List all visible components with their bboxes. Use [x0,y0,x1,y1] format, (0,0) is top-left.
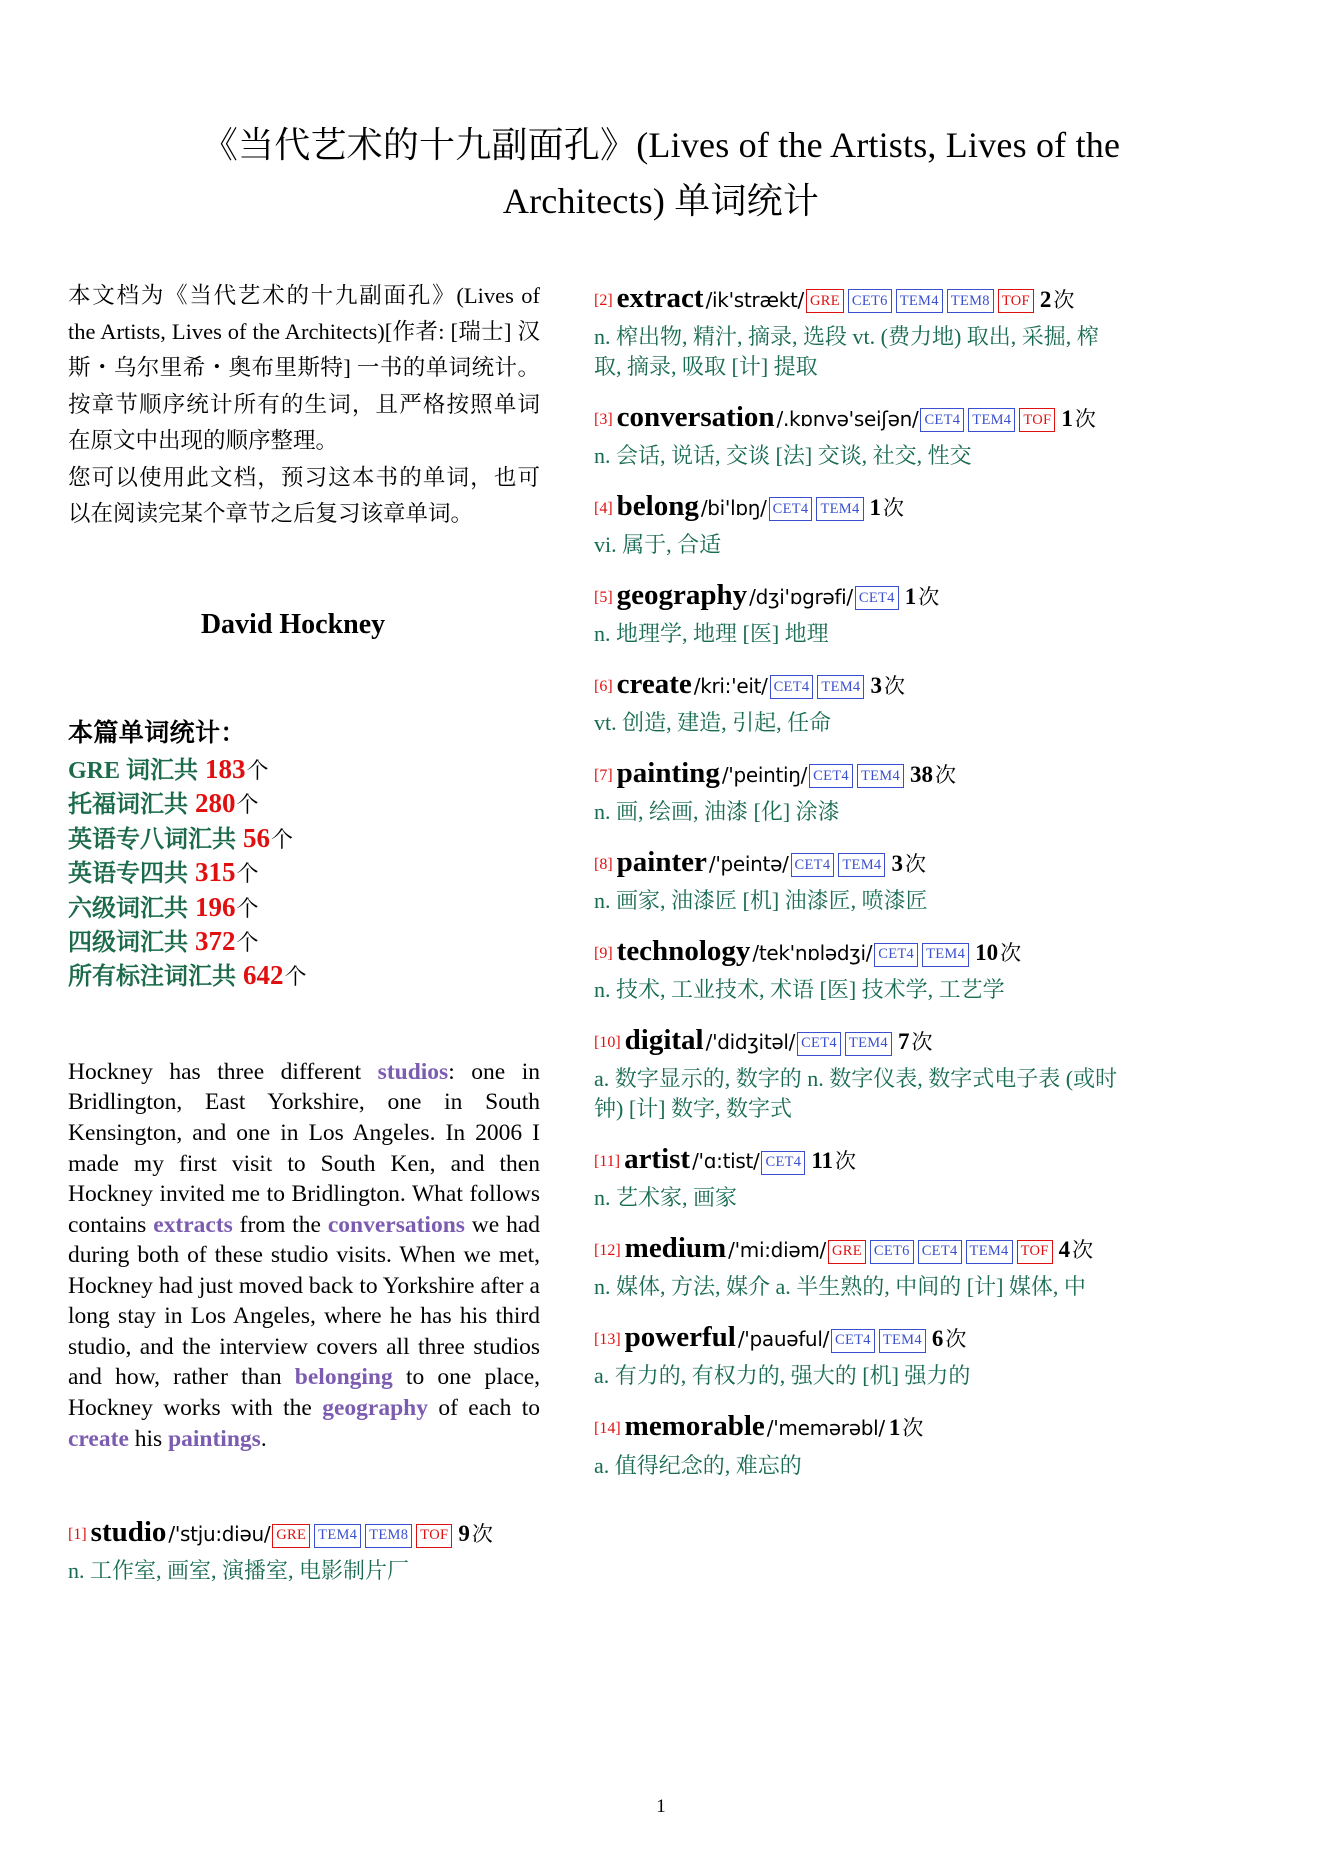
entry-word[interactable]: geography [616,578,748,611]
occurrence-count-unit: 次 [904,851,926,876]
intro-paragraph-2: 您可以使用此文档，预习这本书的单词，也可以在阅读完某个章节之后复习该章单词。 [68,464,540,527]
left-entry-list [68,1512,540,1586]
occurrence-count: 10 [975,940,999,966]
vocabulary-tag: CET6 [870,1240,914,1264]
word-entry-header [594,1406,1124,1447]
word-entry-header [68,1512,540,1553]
entry-phonetic: /tek'nɒlədʒi/ [752,941,873,966]
vocabulary-tag: TEM4 [838,853,885,877]
vocabulary-tag: CET4 [831,1329,875,1353]
entry-phonetic: /'pauəful/ [737,1327,830,1352]
entry-index: [14] [594,1420,621,1438]
occurrence-count-unit: 次 [1074,406,1096,431]
vocabulary-tag: CET4 [809,764,853,788]
word-entry-header [594,575,1124,616]
vocabulary-tag: CET4 [770,675,814,699]
entry-index: [13] [594,1331,621,1349]
word-entry [594,1406,1124,1480]
entry-word[interactable]: create [616,667,692,700]
word-entry [594,931,1124,1005]
word-entry-list [594,278,1124,1496]
vocabulary-tag: TEM4 [816,497,863,521]
word-entry [594,1228,1124,1302]
chapter-title: David Hockney [200,608,386,640]
occurrence-count: 1 [869,494,882,520]
occurrence-count: 4 [1058,1237,1071,1263]
statistics-value: 196 [195,891,236,922]
statistics-heading: 本篇单词统计： [68,719,246,747]
entry-word[interactable]: powerful [624,1321,736,1354]
entry-phonetic: /dʒi'ɒgrəfi/ [749,584,853,609]
word-entry-header [594,1228,1124,1269]
word-entry [594,664,1124,738]
vocabulary-tag: TEM4 [314,1524,361,1548]
vocabulary-tag: TOF [1019,408,1055,432]
occurrence-count: 9 [458,1521,470,1547]
entry-phonetic: /'ɑ:tist/ [692,1149,760,1174]
statistics-value: 372 [195,926,236,956]
narrative-text: Hockney has three different [68,1058,378,1085]
statistics-label: 英语专八词汇共 [68,826,242,853]
entry-word[interactable]: memorable [624,1410,765,1443]
word-entry-header [594,842,1124,883]
entry-definition: vi. 属于, 合适 [594,531,722,557]
word-entry-header [594,931,1124,972]
entry-phonetic: /.kɒnvə'seiʃən/ [776,406,919,431]
statistics-block [68,713,540,993]
entry-word[interactable]: belong [616,489,699,522]
narrative-text: : one in Bridlington, East Yorkshire, one in South Kensington, and one in Los Angeles. In 2006 I made my first visit to South Ken, and then Hockney invited me to Bridlington. What follows contains [68,1058,540,1238]
word-entry [594,842,1124,916]
two-column-layout [0,278,1322,1602]
statistics-line [68,821,540,855]
entry-index: [8] [594,855,613,873]
occurrence-count-unit: 次 [471,1522,493,1547]
vocabulary-tag: CET4 [874,943,918,967]
vocabulary-tag: TEM4 [896,289,943,313]
vocabulary-tag: GRE [806,289,844,313]
entry-phonetic: /'peintiŋ/ [721,762,808,787]
statistics-unit: 个 [236,895,259,921]
narrative-paragraph [68,1057,540,1454]
narrative-text: . [260,1425,267,1452]
statistics-label: 所有标注词汇共 [68,964,242,991]
vocabulary-tag: CET4 [797,1032,841,1056]
entry-definition: n. 画, 绘画, 油漆 [化] 涂漆 [594,799,840,825]
entry-word[interactable]: technology [616,935,751,968]
vocabulary-tag: TEM8 [947,289,994,313]
entry-word[interactable]: painting [616,756,720,789]
intro-paragraph-1: 本文档为《当代艺术的十九副面孔》(Lives of the Artists, Lives of the Architects)[作者: [瑞士] 汉斯・乌尔里希・奥布里斯特] 一书的单词统计。按章节顺序统计所有的生词，且严格按照单词在原文中出现的顺序整理。 [68,282,540,454]
entry-word[interactable]: conversation [616,400,775,433]
entry-definition: n. 画家, 油漆匠 [机] 油漆匠, 喷漆匠 [594,888,928,914]
narrative-text: from the [232,1211,328,1238]
statistics-label: 托福词汇共 [68,792,194,819]
entry-index: [9] [594,945,613,963]
vocabulary-tag: TEM4 [879,1329,926,1353]
entry-index: [6] [594,677,613,695]
occurrence-count: 1 [904,583,917,609]
narrative-text: we had during both of these studio visits. When we met, Hockney had just moved back to Yorkshire after a long stay in Los Angeles, where he has his third studio, and the interview covers all three studios and how, rather than [68,1211,540,1391]
word-entry [594,278,1124,382]
entry-index: [11] [594,1153,621,1171]
entry-index: [10] [594,1034,621,1052]
statistics-line [68,786,540,820]
statistics-line [68,958,540,992]
vocabulary-tag: TEM4 [968,408,1015,432]
highlighted-word[interactable]: belonging [294,1364,393,1391]
occurrence-count-unit: 次 [1053,287,1075,312]
entry-phonetic: /'didʒitəl/ [705,1030,796,1055]
occurrence-count-unit: 次 [902,1416,924,1441]
occurrence-count-unit: 次 [945,1327,967,1352]
entry-definition: n. 榨出物, 精汁, 摘录, 选段 vt. (费力地) 取出, 采掘, 榨取, 摘录, 吸取 [计] 提取 [594,323,1099,379]
occurrence-count: 2 [1039,286,1052,312]
word-entry [594,1139,1124,1213]
occurrence-count: 38 [910,761,934,787]
statistics-unit: 个 [271,826,294,852]
statistics-label: GRE 词汇共 [68,757,205,784]
statistics-value: 315 [195,857,236,888]
vocabulary-tag: CET6 [848,289,892,313]
narrative-text: of each to [428,1394,541,1421]
word-entry [594,397,1124,471]
occurrence-count-unit: 次 [911,1030,933,1055]
vocabulary-tag: CET4 [791,853,835,877]
occurrence-count-unit: 次 [883,673,905,698]
highlighted-word[interactable]: conversations [327,1211,465,1238]
vocabulary-tag: TEM4 [817,675,864,699]
occurrence-count-unit: 次 [1072,1238,1094,1263]
entry-word[interactable]: studio [90,1516,167,1549]
word-entry [594,575,1124,649]
entry-definition: a. 值得纪念的, 难忘的 [594,1452,802,1478]
entry-definition: n. 地理学, 地理 [医] 地理 [594,620,829,646]
vocabulary-tag: CET4 [769,497,813,521]
vocabulary-tag: CET4 [920,408,964,432]
narrative-text: to one place, Hockney works with the [68,1364,540,1421]
occurrence-count-unit: 次 [935,762,957,787]
occurrence-count: 7 [897,1029,910,1055]
occurrence-count-unit: 次 [1000,941,1022,966]
statistics-label: 英语专四共 [68,861,194,888]
statistics-value: 280 [195,788,236,819]
entry-index: [7] [594,766,613,784]
word-entry-header [594,1139,1124,1180]
entry-phonetic: /'mi:diəm/ [728,1238,826,1263]
occurrence-count: 6 [931,1326,944,1352]
entry-index: [4] [594,499,613,517]
word-entry-header [594,753,1124,794]
vocabulary-tag: TOF [416,1524,452,1548]
statistics-unit: 个 [236,930,259,955]
highlighted-word[interactable]: geography [322,1394,428,1421]
occurrence-count: 3 [870,672,882,698]
occurrence-count-unit: 次 [883,495,905,520]
entry-index: [3] [594,410,613,428]
word-entry [594,753,1124,827]
vocabulary-tag: TOF [1017,1240,1053,1264]
vocabulary-tag: TOF [998,289,1034,313]
vocabulary-tag: TEM4 [922,943,969,967]
entry-definition: n. 技术, 工业技术, 术语 [医] 技术学, 工艺学 [594,977,1005,1003]
statistics-unit: 个 [236,792,259,818]
occurrence-count: 1 [888,1415,901,1441]
word-entry-header [594,486,1124,527]
statistics-label: 四级词汇共 [68,930,194,956]
occurrence-count: 3 [891,850,903,876]
entry-definition: n. 媒体, 方法, 媒介 a. 半生熟的, 中间的 [计] 媒体, 中 [594,1274,1086,1300]
word-entry-header [594,278,1124,319]
entry-phonetic: /'memərəbl/ [766,1416,885,1441]
vocabulary-tag: TEM4 [966,1240,1013,1264]
entry-definition: n. 工作室, 画室, 演播室, 电影制片厂 [68,1558,410,1584]
entry-phonetic: /bi'lɒŋ/ [700,495,767,520]
word-entry-header [594,1317,1124,1358]
vocabulary-tag: CET4 [918,1240,962,1264]
word-entry-header [594,397,1124,438]
statistics-line [68,924,540,958]
word-entry-header [594,664,1124,705]
word-entry [68,1512,540,1586]
statistics-line [68,752,540,786]
occurrence-count-unit: 次 [835,1149,857,1174]
entry-word[interactable]: painter [616,845,707,878]
statistics-unit: 个 [236,861,259,887]
page-number: 1 [656,1796,666,1817]
statistics-value: 56 [243,822,270,853]
entry-definition: n. 艺术家, 画家 [594,1185,738,1211]
vocabulary-tag: CET4 [761,1151,805,1175]
statistics-unit: 个 [284,964,307,990]
word-entry [594,1317,1124,1391]
statistics-list [68,752,540,993]
entry-definition: a. 数字显示的, 数字的 n. 数字仪表, 数字式电子表 (或时钟) [计] 数字, 数字式 [594,1066,1118,1122]
entry-definition: vt. 创造, 建造, 引起, 任命 [594,709,832,735]
entry-word[interactable]: digital [624,1024,704,1057]
word-entry [594,1020,1124,1124]
vocabulary-tag: GRE [828,1240,866,1264]
left-column [68,278,540,1602]
entry-index: [2] [594,291,613,309]
entry-word[interactable]: medium [624,1232,727,1265]
entry-phonetic: /kri:'eit/ [693,673,768,698]
highlighted-word[interactable]: paintings [168,1425,261,1452]
page-title: 《当代艺术的十九副面孔》(Lives of the Artists, Lives of the Architects) 单词统计 [201,125,1121,221]
entry-index: [1] [68,1526,87,1544]
vocabulary-tag: GRE [272,1524,310,1548]
entry-index: [12] [594,1242,621,1260]
entry-index: [5] [594,588,613,606]
highlighted-word[interactable]: create [68,1425,129,1452]
entry-word[interactable]: artist [624,1143,691,1176]
statistics-value: 183 [205,753,246,784]
vocabulary-tag: CET4 [855,586,899,610]
entry-definition: a. 有力的, 有权力的, 强大的 [机] 强力的 [594,1363,971,1389]
statistics-value: 642 [243,960,284,991]
entry-phonetic: /ik'strækt/ [705,287,804,312]
highlighted-word[interactable]: extracts [153,1211,233,1238]
entry-phonetic: /'stju:diəu/ [168,1522,271,1547]
vocabulary-tag: TEM4 [845,1032,892,1056]
occurrence-count-unit: 次 [918,584,940,609]
occurrence-count: 11 [811,1148,834,1174]
word-entry [594,486,1124,560]
narrative-text: his [128,1425,169,1452]
occurrence-count: 1 [1061,405,1073,431]
statistics-line [68,890,540,924]
word-entry-header [594,1020,1124,1061]
vocabulary-tag: TEM8 [365,1524,412,1548]
entry-phonetic: /'peintə/ [708,851,789,876]
entry-definition: n. 会话, 说话, 交谈 [法] 交谈, 社交, 性交 [594,442,972,468]
statistics-line [68,855,540,889]
statistics-label: 六级词汇共 [68,895,194,922]
entry-word[interactable]: extract [616,281,704,314]
statistics-unit: 个 [246,757,269,783]
vocabulary-tag: TEM4 [857,764,904,788]
highlighted-word[interactable]: studios [377,1058,449,1085]
